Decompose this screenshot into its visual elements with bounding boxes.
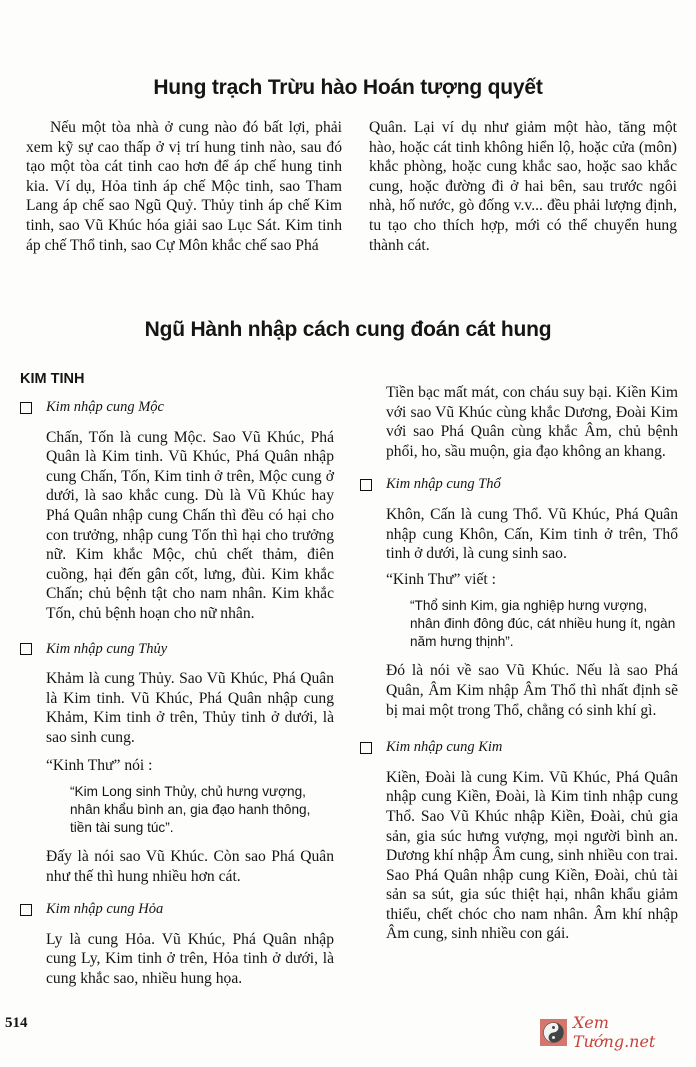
yin-yang-icon: [540, 1019, 567, 1046]
quote-block: “Kim Long sinh Thủy, chủ hưng vượng, nhân khẩu bình an, gia đạo hanh thông, tiền tài sung túc”.: [70, 784, 311, 836]
section1-left-column: [26, 118, 342, 255]
subheading-kim-hoa: [20, 900, 334, 920]
paragraph: Khôn, Cấn là cung Thổ. Vũ Khúc, Phá Quân nhập cung Khôn, Cấn, Kim tinh ở trên, Thổ tinh ở dưới, là cung sinh sao.: [386, 505, 678, 563]
paragraph: Ly là cung Hỏa. Vũ Khúc, Phá Quân nhập cung Ly, Kim tinh ở trên, Hỏa tinh ở dưới, là cung khắc sao, nhiều hung họa.: [46, 930, 334, 988]
section2-title: Ngũ Hành nhập cách cung đoán cát hung: [144, 318, 552, 341]
subheading-kim-moc: [20, 398, 334, 418]
subheading-text: Kim nhập cung Thủy: [46, 640, 168, 657]
watermark[interactable]: [540, 1013, 696, 1051]
subheading-text: Kim nhập cung Mộc: [46, 399, 164, 415]
subheading-kim-tho: [360, 475, 678, 495]
section1-left-paragraph: Nếu một tòa nhà ở cung nào đó bất lợi, phải xem kỹ sự cao thấp ở vị trí hung tinh nào, sau đó tạo một tòa cát tinh cao hơn để áp chế hung tinh kia. Ví dụ, Hỏa tinh áp chế Mộc tinh, sao Tham Lang áp chế sao Ngũ Quỷ. Thủy tinh áp chế Kim tinh, sao Vũ Khúc hóa giải sao Lục Sát. Kim tinh áp chế Thổ tinh, sao Cự Môn khắc chế sao Phá: [26, 119, 342, 254]
checkbox-square-icon: [360, 479, 372, 491]
subheading-text: Kim nhập cung Kim: [386, 739, 503, 756]
checkbox-square-icon: [20, 402, 32, 414]
body-block-thuy: [20, 669, 334, 775]
section1-right-paragraph: Quân. Lại ví dụ như giảm một hào, tăng một hào, hoặc cát tinh không hiển lộ, hoặc cửa (môn) khắc phòng, hoặc cung khắc sao, hoặc sao khắc cung, hoặc đường đi ở hai bên, sau trước ngôi nhà, hố nước, gò đống v.v... đều phải lượng định, tu tạo cho thích hợp, mới có thể chuyển hung thành cát.: [369, 119, 677, 254]
paragraph: Kiền, Đoài là cung Kim. Vũ Khúc, Phá Quân nhập cung Kiền, Đoài, là Kim tinh nhập cung Thổ. Sao Vũ Khúc nhập Kiền, Đoài, chủ gia sản, gia súc hưng vượng, mọi người bình an. Dương khí nhập Âm cung, sinh nhiều con trai. Sao Phá Quân nhập cung Kiền, Đoài, chủ tài sản sa sút, gia súc thiệt hại, nhân khẩu giảm thiểu, chết chóc cho nam nhân. Âm khí nhập Âm cung, sinh nhiều con gái.: [386, 768, 678, 943]
paragraph: Tiền bạc mất mát, con cháu suy bại. Kiền Kim với sao Vũ Khúc cùng khắc Dương, Đoài Kim với sao Phá Quân cùng khắc Âm, chủ bệnh phổi, ho, sầu muộn, gia đạo không an khang.: [386, 384, 678, 460]
quote-intro: “Kinh Thư” viết :: [386, 570, 496, 588]
body-block-thuy-after: [20, 847, 334, 886]
body-block-hoa: [20, 930, 334, 989]
body-block-kim: [360, 768, 678, 944]
page-number: 514: [5, 1015, 28, 1031]
subheading-kim-thuy: [20, 640, 334, 660]
subheading-text: Kim nhập cung Thổ: [386, 476, 501, 493]
paragraph: Đó là nói về sao Vũ Khúc. Nếu là sao Phá Quân, Âm Kim nhập Âm Thổ thì nhất định sẽ bị mai một trong Thổ, chẳng có sinh khí gì.: [386, 662, 678, 719]
body-block-continuation: [360, 383, 678, 461]
paragraph: Khảm là cung Thủy. Sao Vũ Khúc, Phá Quân là Kim tinh. Vũ Khúc, Phá Quân nhập cung Khảm, Kim tinh ở trên, Thủy tinh ở dưới, là sao sinh cung.: [46, 670, 334, 746]
subheading-text: Kim nhập cung Hỏa: [46, 901, 164, 918]
watermark-text[interactable]: Xem Tướng.net: [572, 1013, 656, 1051]
body-block-moc: [20, 428, 334, 624]
subheading-kim-kim: [360, 738, 678, 758]
section1-right-column: [369, 118, 677, 255]
checkbox-square-icon: [360, 742, 372, 754]
quote-block: “Thổ sinh Kim, gia nghiệp hưng vượng, nhân đinh đông đúc, cát nhiều hung ít, ngàn năm hưng thịnh”.: [410, 598, 676, 650]
quote-intro: “Kinh Thư” nói :: [46, 756, 153, 774]
section2-right-column: [360, 383, 678, 944]
body-block-tho-after: [360, 661, 678, 720]
checkbox-square-icon: [20, 904, 32, 916]
category-label: KIM TINH: [20, 371, 85, 387]
paragraph: Đấy là nói sao Vũ Khúc. Còn sao Phá Quân như thế thì hung nhiều hơn cát.: [46, 848, 334, 885]
checkbox-square-icon: [20, 643, 32, 655]
section1-title: Hung trạch Trừu hào Hoán tượng quyết: [153, 76, 543, 99]
body-block-tho: [360, 505, 678, 589]
section2-left-column: [20, 398, 334, 989]
paragraph: Chấn, Tốn là cung Mộc. Sao Vũ Khúc, Phá Quân là Kim tinh. Vũ Khúc, Phá Quân nhập cung Chấn, Tốn, Kim tinh ở trên, Mộc cung ở dưới, là sao khắc cung. Dù là Vũ Khúc hay Phá Quân nhập cung Chấn thì đều có hại cho con trưởng, nhập cung Tốn thì hại cho trưởng nữ. Kim khắc Mộc, chủ chết thảm, điên cuồng, hại đến gân cốt, lưng, đùi. Kim khắc Chấn; chủ bệnh tật cho nam nhân. Kim khắc Tốn, chủ bệnh hoạn cho nữ nhân.: [46, 428, 334, 622]
